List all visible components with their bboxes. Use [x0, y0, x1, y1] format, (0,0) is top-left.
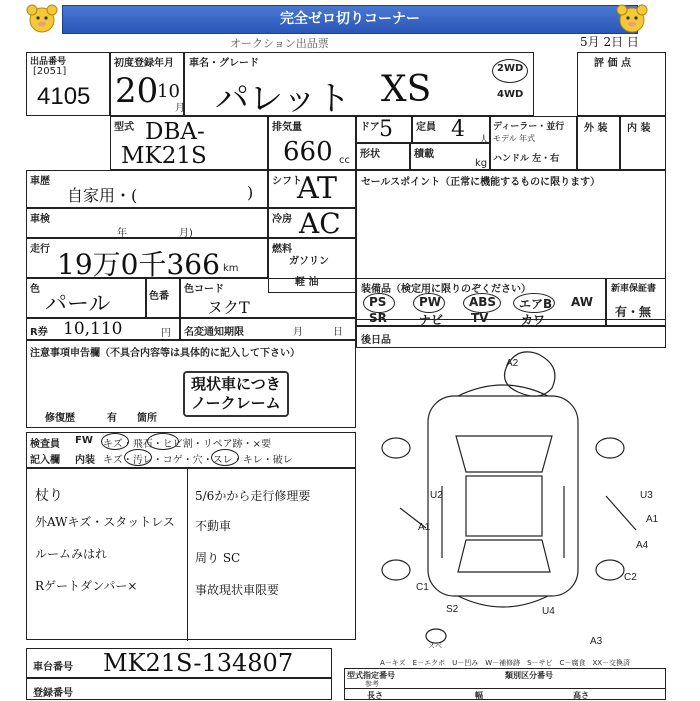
usage-box — [26, 170, 268, 208]
aircon-value: AC — [299, 207, 341, 240]
car-rear — [458, 596, 548, 607]
notes-label: 注意事項申告欄（不具合内容等は具体的に記入して下さい） — [30, 348, 300, 359]
repair-value: 有 — [107, 413, 117, 424]
shift-value: AT — [297, 171, 338, 206]
repair-place: 箇所 — [137, 413, 157, 424]
stamp-line1: 現状車につき — [191, 375, 281, 393]
recycle-unit: 円 — [161, 328, 171, 339]
change-box — [180, 318, 356, 340]
car-roof — [466, 476, 542, 536]
notes-box — [26, 340, 356, 428]
mileage-box — [26, 238, 268, 281]
capacity-unit: 人 — [479, 135, 489, 146]
no-claim-stamp — [183, 371, 289, 417]
remark-left-1: 杖り — [35, 488, 63, 504]
load-label: 積載 — [414, 149, 434, 160]
shift-box — [268, 170, 356, 208]
equip-tv: TV — [471, 311, 489, 325]
evaluation-label: 評 価 点 — [594, 58, 631, 69]
equip-pw: PW — [419, 295, 442, 309]
chassis-box — [26, 648, 332, 678]
car-windshield — [456, 436, 552, 472]
change-month: 月 — [293, 327, 303, 338]
inspector-int-items: キズ・汚レ・コゲ・穴・スレ・キレ・破レ — [103, 455, 293, 466]
bear-mascot-icon — [22, 3, 62, 35]
usage-close: ) — [247, 183, 254, 202]
usage-value: 自家用・( — [67, 186, 138, 205]
mark-u4: U4 — [542, 606, 555, 617]
equipment-label: 装備品（検定用に限りのぞください） — [361, 284, 531, 295]
doors-box — [356, 116, 412, 143]
mark-a1-right: A1 — [646, 514, 659, 525]
remark-left-2: 外AWキズ・スタットレス — [35, 515, 175, 529]
model-name-label: 車名・グレード — [189, 58, 259, 69]
displacement-unit: cc — [339, 155, 350, 166]
load-box — [410, 143, 490, 170]
new-warranty-value: 有・無 — [615, 305, 652, 319]
drive-2wd: 2WD — [497, 63, 524, 74]
wheel-front-left-icon — [382, 438, 410, 458]
color-code: ヌクT — [207, 298, 250, 317]
aircon-label: 冷房 — [272, 214, 292, 225]
mark-a1-left: A1 — [418, 522, 431, 533]
banner-title: 完全ゼロ切りコーナー — [62, 5, 638, 34]
evaluation-box — [577, 52, 666, 116]
registration-label: 登録番号 — [33, 688, 73, 699]
equip-leather: カワ — [521, 313, 546, 327]
remark-right-3: 周り SC — [195, 551, 241, 565]
bear-mascot-icon — [612, 3, 652, 35]
registration-box — [26, 678, 332, 700]
remarks-box — [26, 468, 356, 640]
inspection-box — [26, 208, 268, 238]
first-reg-month-unit: 月 — [175, 103, 185, 114]
spec-table — [344, 668, 666, 700]
type-label: 型式 — [114, 122, 134, 133]
lot-number: 4105 — [37, 83, 91, 110]
shift-label: シフト — [272, 176, 302, 187]
exterior-label: 外 装 — [584, 123, 608, 134]
type-box — [110, 116, 268, 170]
change-label: 名変通知期限 — [184, 327, 244, 338]
change-day: 日 — [333, 327, 343, 338]
first-reg-month: 10 — [157, 81, 180, 102]
fuel-gas: ガソリン — [289, 256, 329, 267]
drive-4wd: 4WD — [497, 89, 524, 100]
inspector-int: 内装 — [75, 455, 95, 466]
car-hood — [458, 385, 548, 396]
mileage-label: 走行 — [30, 244, 50, 255]
type-line1: DBA- — [145, 119, 205, 145]
mileage-value: 19万0千366 — [57, 248, 220, 281]
chassis-value: MK21S-134807 — [103, 649, 294, 677]
fuel-label: 燃料 — [272, 244, 292, 255]
equip-airbag: エアB — [519, 297, 553, 311]
shape-box — [356, 143, 410, 170]
color-label: 色 — [30, 284, 40, 295]
new-warranty-label: 新車保証書 — [611, 284, 657, 294]
model-grade: XS — [381, 69, 432, 110]
mark-u3: U3 — [640, 490, 653, 501]
first-reg-label: 初度登録年月 — [114, 58, 174, 69]
equip-aw: AW — [571, 295, 593, 309]
remark-right-1: 5/6かから走行修理要 — [195, 489, 311, 503]
color-code-label: 色コード — [184, 284, 224, 295]
lot-sub: [2051] — [33, 66, 67, 77]
wheel-front-right-icon — [596, 438, 624, 458]
rear-box — [356, 326, 666, 348]
model-name-box — [184, 52, 534, 119]
remark-right-4: 事故現状車限要 — [195, 583, 280, 597]
first-reg-box — [110, 52, 184, 116]
sales-point-label: セールスポイント（正常に機能するものに限ります） — [361, 177, 601, 188]
model-name: パレット — [215, 79, 351, 119]
spec-type-label: 型式指定番号 — [347, 671, 395, 680]
mark-a3: A3 — [590, 636, 603, 647]
remark-right-2: 不動車 — [195, 519, 232, 533]
recycle-box — [26, 318, 180, 340]
mark-a4: A4 — [636, 540, 649, 551]
spec-length: 長さ — [367, 691, 383, 700]
type-line2: MK21S — [121, 143, 207, 169]
new-warranty-box — [606, 278, 666, 326]
inspector-fw: FW — [75, 435, 93, 446]
dealer-box — [490, 116, 577, 170]
displacement-box — [268, 116, 356, 170]
doors-label: ドア — [360, 122, 380, 133]
mark-sube: スベ — [428, 643, 442, 648]
wheel-rear-right-icon — [596, 560, 624, 580]
inspector-fw-items: キズ・飛石・ヒビ割・リペア跡・×要 — [103, 439, 271, 450]
color-number-label: 色番 — [149, 291, 169, 302]
model-year-label: モデル 年式 — [493, 134, 536, 143]
mileage-unit: km — [223, 263, 239, 274]
lot-label: 出品番号 — [30, 57, 67, 67]
interior-box — [620, 116, 666, 170]
shape-label: 形状 — [360, 149, 380, 160]
remark-left-4: Rゲートダンパー× — [35, 579, 138, 593]
car-rear-window — [458, 540, 550, 572]
mark-a2: A2 — [506, 358, 519, 369]
rear-label: 後日品 — [361, 335, 391, 346]
inspection-year: 年 — [117, 228, 127, 239]
fuel-diesel: 軽 油 — [295, 277, 319, 288]
first-reg-year: 20 — [115, 71, 159, 111]
usage-label: 車歴 — [30, 176, 50, 187]
color-value: パール — [45, 292, 111, 317]
spec-category-label: 類別区分番号 — [505, 671, 553, 680]
handle-label: ハンドル 左・右 — [493, 154, 560, 164]
inspector-box — [26, 432, 356, 468]
capacity-value: 4 — [451, 117, 465, 142]
displacement-value: 660 — [283, 137, 333, 167]
load-kg: kg — [475, 158, 488, 169]
dealer-label: ディーラー・並行 — [493, 122, 565, 132]
displacement-label: 排気量 — [272, 122, 302, 133]
spec-ref: 参考 — [365, 680, 379, 688]
inspector-label1: 検査員 — [30, 439, 60, 450]
wheel-rear-left-icon — [382, 560, 410, 580]
capacity-label: 定員 — [416, 122, 436, 133]
car-body-outline — [428, 396, 578, 596]
mark-s2: S2 — [446, 604, 459, 615]
recycle-label: R券 — [30, 327, 48, 338]
mark-c2: C2 — [624, 572, 637, 583]
mark-u2: U2 — [430, 490, 443, 501]
remark-left-3: ルームみはれ — [35, 547, 108, 561]
auction-date: 5月 2日 日 — [580, 35, 639, 49]
spec-height: 高さ — [573, 691, 589, 700]
color-number-box — [146, 278, 180, 318]
exterior-box — [577, 116, 620, 170]
inspection-label: 車検 — [30, 214, 50, 225]
equip-navi: ナビ — [419, 313, 444, 327]
chassis-label: 車台番号 — [33, 662, 73, 673]
repair-label: 修復歴 — [45, 413, 75, 424]
equip-abs: ABS — [469, 295, 497, 309]
car-damage-diagram — [356, 348, 666, 648]
capacity-box — [412, 116, 490, 146]
spare-wheel-icon — [426, 629, 446, 643]
inspector-label2: 記入欄 — [30, 455, 60, 466]
interior-label: 内 装 — [627, 123, 651, 134]
inspection-month: 月) — [179, 228, 193, 239]
doors-value: 5 — [379, 117, 393, 142]
sheet-title: オークション出品票 — [230, 37, 329, 50]
spec-width: 幅 — [475, 691, 483, 700]
stamp-line2: ノークレーム — [191, 394, 281, 412]
color-box — [26, 278, 146, 318]
equipment-box — [356, 278, 606, 326]
aircon-box — [268, 208, 356, 238]
damage-legend: A－キズ E－エクボ U－凹み W－補修跡 S－サビ C－腐食 XX－交換済 — [380, 659, 631, 667]
lot-box — [26, 52, 110, 116]
color-code-box — [180, 278, 356, 318]
auction-sheet — [26, 52, 666, 700]
mark-c1: C1 — [416, 582, 429, 593]
equip-ps: PS — [369, 295, 387, 309]
equip-sr: SR — [369, 311, 387, 325]
recycle-value: 10,110 — [63, 319, 123, 339]
